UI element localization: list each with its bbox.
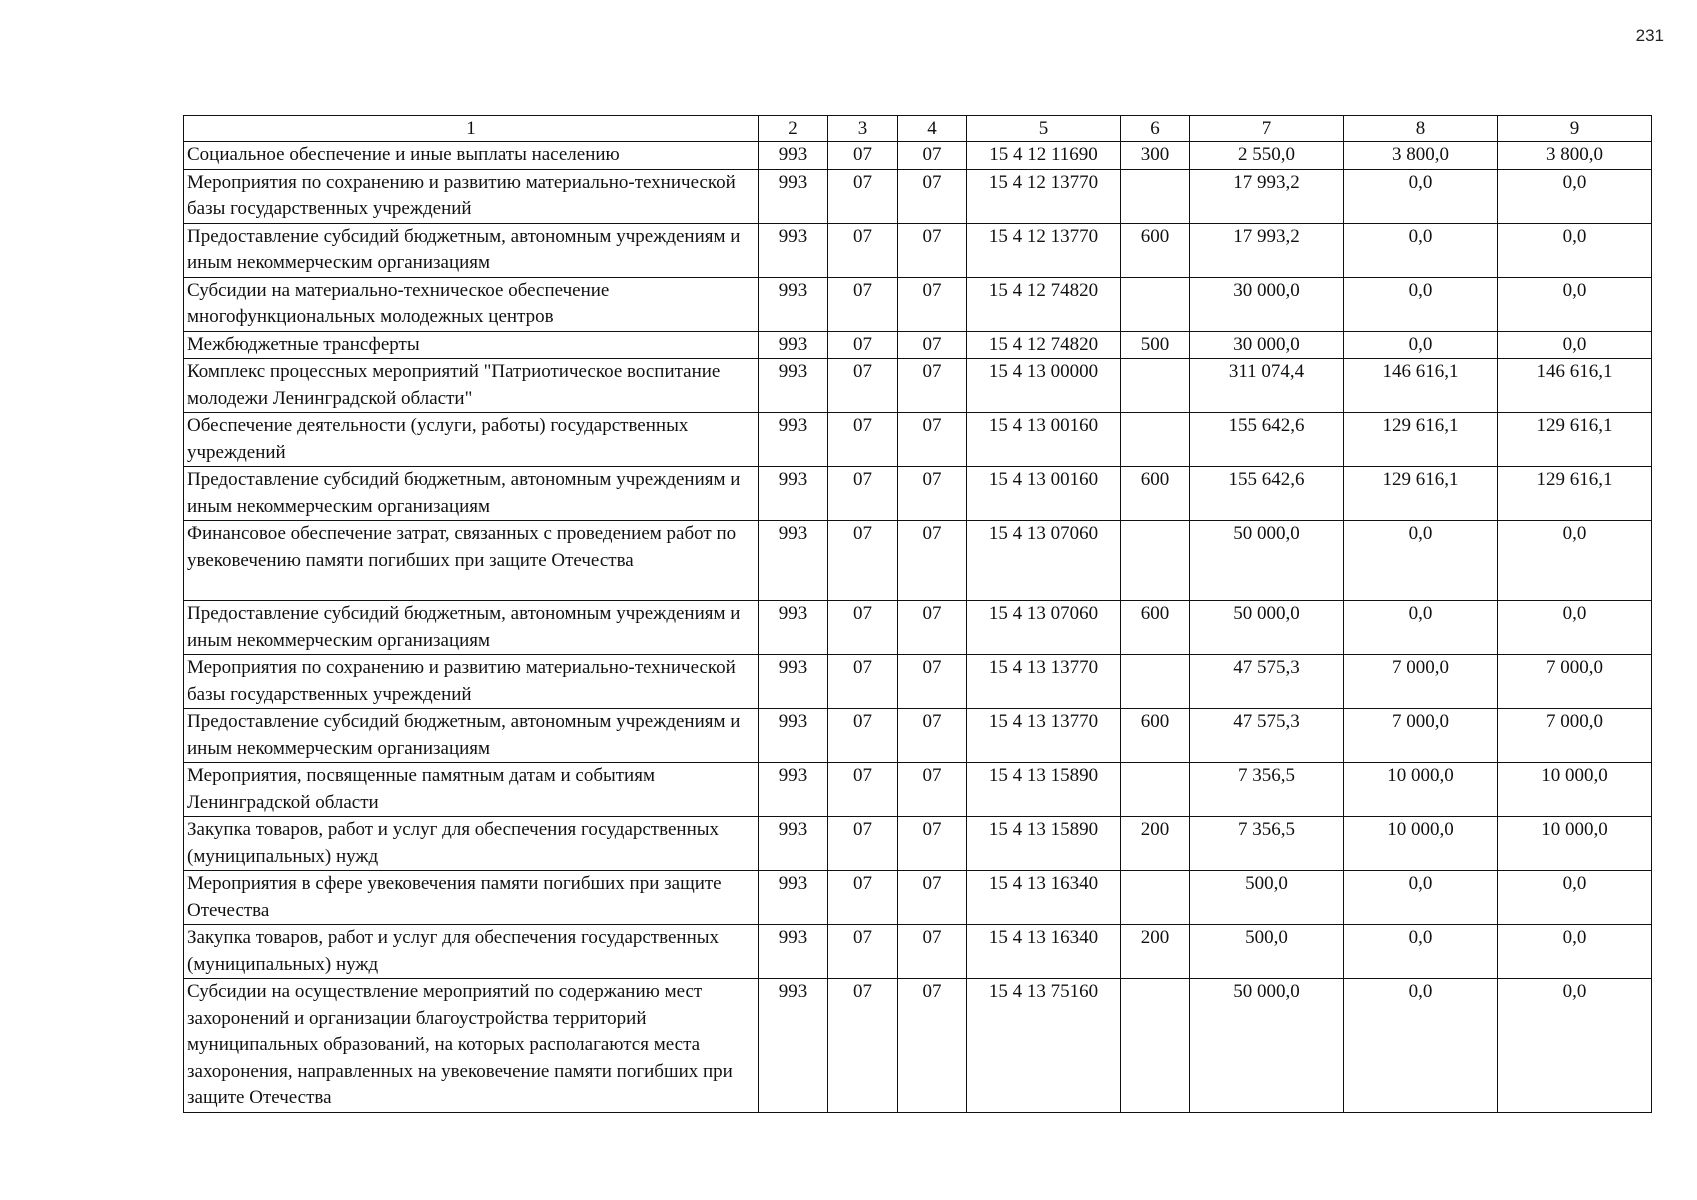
cell-ministry-code: 993 — [759, 871, 828, 925]
cell-target-article: 15 4 12 74820 — [967, 331, 1121, 359]
cell-description: Социальное обеспечение и иные выплаты населению — [184, 142, 759, 170]
cell-description: Субсидии на осуществление мероприятий по содержанию мест захоронений и организации благоустройства территорий муниципальных образований, на которых располагаются места захоронения, направленных на увековечение памяти погибших при защите Отечества — [184, 979, 759, 1113]
cell-amount-year-1: 50 000,0 — [1190, 601, 1344, 655]
cell-amount-year-3: 129 616,1 — [1498, 413, 1652, 467]
cell-section: 07 — [828, 331, 898, 359]
table-row — [184, 331, 1652, 359]
cell-amount-year-3: 0,0 — [1498, 871, 1652, 925]
cell-expense-type: 600 — [1121, 223, 1190, 277]
cell-ministry-code: 993 — [759, 763, 828, 817]
cell-description: Мероприятия по сохранению и развитию материально-технической базы государственных учреждений — [184, 169, 759, 223]
table-row — [184, 655, 1652, 709]
cell-target-article: 15 4 12 13770 — [967, 223, 1121, 277]
cell-amount-year-2: 0,0 — [1344, 169, 1498, 223]
cell-description: Мероприятия, посвященные памятным датам и событиям Ленинградской области — [184, 763, 759, 817]
column-header: 7 — [1190, 116, 1344, 142]
cell-ministry-code: 993 — [759, 709, 828, 763]
cell-subsection: 07 — [898, 709, 967, 763]
column-header: 3 — [828, 116, 898, 142]
cell-description: Субсидии на материально-техническое обеспечение многофункциональных молодежных центров — [184, 277, 759, 331]
table-row — [184, 467, 1652, 521]
cell-expense-type — [1121, 655, 1190, 709]
cell-amount-year-2: 129 616,1 — [1344, 467, 1498, 521]
cell-ministry-code: 993 — [759, 142, 828, 170]
cell-expense-type — [1121, 763, 1190, 817]
cell-description: Закупка товаров, работ и услуг для обеспечения государственных (муниципальных) нужд — [184, 817, 759, 871]
cell-amount-year-3: 0,0 — [1498, 223, 1652, 277]
cell-expense-type — [1121, 277, 1190, 331]
cell-amount-year-1: 50 000,0 — [1190, 979, 1344, 1113]
table-header-row — [184, 116, 1652, 142]
cell-target-article: 15 4 12 74820 — [967, 277, 1121, 331]
cell-subsection: 07 — [898, 277, 967, 331]
cell-section: 07 — [828, 979, 898, 1113]
cell-section: 07 — [828, 817, 898, 871]
table-row — [184, 413, 1652, 467]
cell-amount-year-1: 30 000,0 — [1190, 331, 1344, 359]
cell-amount-year-3: 0,0 — [1498, 169, 1652, 223]
cell-amount-year-2: 146 616,1 — [1344, 359, 1498, 413]
budget-table — [183, 115, 1652, 1113]
cell-target-article: 15 4 13 15890 — [967, 817, 1121, 871]
cell-amount-year-3: 3 800,0 — [1498, 142, 1652, 170]
cell-expense-type: 300 — [1121, 142, 1190, 170]
cell-expense-type: 600 — [1121, 467, 1190, 521]
cell-target-article: 15 4 13 00000 — [967, 359, 1121, 413]
cell-ministry-code: 993 — [759, 601, 828, 655]
table-row — [184, 277, 1652, 331]
table-row — [184, 223, 1652, 277]
cell-section: 07 — [828, 763, 898, 817]
cell-ministry-code: 993 — [759, 925, 828, 979]
cell-amount-year-2: 0,0 — [1344, 979, 1498, 1113]
cell-amount-year-1: 30 000,0 — [1190, 277, 1344, 331]
cell-expense-type: 500 — [1121, 331, 1190, 359]
table-row — [184, 979, 1652, 1113]
cell-subsection: 07 — [898, 413, 967, 467]
cell-expense-type — [1121, 979, 1190, 1113]
cell-amount-year-1: 7 356,5 — [1190, 817, 1344, 871]
cell-ministry-code: 993 — [759, 223, 828, 277]
cell-target-article: 15 4 13 13770 — [967, 655, 1121, 709]
cell-amount-year-3: 129 616,1 — [1498, 467, 1652, 521]
cell-target-article: 15 4 13 16340 — [967, 925, 1121, 979]
cell-subsection: 07 — [898, 223, 967, 277]
cell-section: 07 — [828, 871, 898, 925]
cell-subsection: 07 — [898, 169, 967, 223]
cell-ministry-code: 993 — [759, 277, 828, 331]
cell-expense-type: 600 — [1121, 601, 1190, 655]
cell-description: Обеспечение деятельности (услуги, работы) государственных учреждений — [184, 413, 759, 467]
cell-target-article: 15 4 13 00160 — [967, 413, 1121, 467]
cell-expense-type — [1121, 871, 1190, 925]
cell-amount-year-3: 0,0 — [1498, 331, 1652, 359]
cell-subsection: 07 — [898, 467, 967, 521]
cell-section: 07 — [828, 142, 898, 170]
cell-description: Предоставление субсидий бюджетным, автономным учреждениям и иным некоммерческим организациям — [184, 467, 759, 521]
cell-target-article: 15 4 13 13770 — [967, 709, 1121, 763]
cell-amount-year-1: 7 356,5 — [1190, 763, 1344, 817]
cell-amount-year-2: 0,0 — [1344, 925, 1498, 979]
cell-subsection: 07 — [898, 655, 967, 709]
column-header: 8 — [1344, 116, 1498, 142]
cell-amount-year-1: 311 074,4 — [1190, 359, 1344, 413]
cell-amount-year-2: 0,0 — [1344, 331, 1498, 359]
cell-ministry-code: 993 — [759, 979, 828, 1113]
cell-description: Финансовое обеспечение затрат, связанных с проведением работ по увековечению памяти погибших при защите Отечества — [184, 521, 759, 601]
cell-section: 07 — [828, 925, 898, 979]
cell-target-article: 15 4 13 07060 — [967, 601, 1121, 655]
table-row — [184, 763, 1652, 817]
cell-description: Предоставление субсидий бюджетным, автономным учреждениям и иным некоммерческим организациям — [184, 709, 759, 763]
cell-amount-year-2: 10 000,0 — [1344, 817, 1498, 871]
table-row — [184, 142, 1652, 170]
cell-section: 07 — [828, 467, 898, 521]
cell-amount-year-3: 0,0 — [1498, 601, 1652, 655]
column-header: 9 — [1498, 116, 1652, 142]
column-header: 5 — [967, 116, 1121, 142]
cell-ministry-code: 993 — [759, 467, 828, 521]
cell-amount-year-3: 10 000,0 — [1498, 817, 1652, 871]
cell-amount-year-2: 7 000,0 — [1344, 655, 1498, 709]
cell-amount-year-1: 155 642,6 — [1190, 413, 1344, 467]
column-header: 1 — [184, 116, 759, 142]
cell-description: Предоставление субсидий бюджетным, автономным учреждениям и иным некоммерческим организациям — [184, 223, 759, 277]
cell-expense-type: 600 — [1121, 709, 1190, 763]
table-row — [184, 709, 1652, 763]
cell-description: Комплекс процессных мероприятий "Патриотическое воспитание молодежи Ленинградской области" — [184, 359, 759, 413]
table-row — [184, 359, 1652, 413]
cell-amount-year-3: 0,0 — [1498, 521, 1652, 601]
cell-description: Предоставление субсидий бюджетным, автономным учреждениям и иным некоммерческим организациям — [184, 601, 759, 655]
cell-description: Закупка товаров, работ и услуг для обеспечения государственных (муниципальных) нужд — [184, 925, 759, 979]
column-header: 6 — [1121, 116, 1190, 142]
cell-target-article: 15 4 13 00160 — [967, 467, 1121, 521]
table-row — [184, 871, 1652, 925]
cell-amount-year-3: 0,0 — [1498, 979, 1652, 1113]
cell-amount-year-2: 7 000,0 — [1344, 709, 1498, 763]
cell-subsection: 07 — [898, 142, 967, 170]
cell-amount-year-3: 10 000,0 — [1498, 763, 1652, 817]
cell-expense-type — [1121, 413, 1190, 467]
cell-target-article: 15 4 13 75160 — [967, 979, 1121, 1113]
table-row — [184, 925, 1652, 979]
cell-amount-year-2: 0,0 — [1344, 277, 1498, 331]
cell-subsection: 07 — [898, 817, 967, 871]
cell-ministry-code: 993 — [759, 169, 828, 223]
cell-amount-year-1: 50 000,0 — [1190, 521, 1344, 601]
cell-amount-year-1: 500,0 — [1190, 925, 1344, 979]
cell-amount-year-1: 47 575,3 — [1190, 709, 1344, 763]
cell-ministry-code: 993 — [759, 331, 828, 359]
cell-section: 07 — [828, 601, 898, 655]
cell-description: Мероприятия в сфере увековечения памяти погибших при защите Отечества — [184, 871, 759, 925]
cell-ministry-code: 993 — [759, 817, 828, 871]
cell-amount-year-1: 2 550,0 — [1190, 142, 1344, 170]
cell-section: 07 — [828, 413, 898, 467]
cell-section: 07 — [828, 655, 898, 709]
table-row — [184, 169, 1652, 223]
cell-amount-year-1: 17 993,2 — [1190, 169, 1344, 223]
table-row — [184, 817, 1652, 871]
column-header: 4 — [898, 116, 967, 142]
column-header: 2 — [759, 116, 828, 142]
cell-subsection: 07 — [898, 763, 967, 817]
cell-amount-year-2: 129 616,1 — [1344, 413, 1498, 467]
table-row — [184, 601, 1652, 655]
cell-amount-year-3: 7 000,0 — [1498, 655, 1652, 709]
cell-target-article: 15 4 12 13770 — [967, 169, 1121, 223]
table-row — [184, 521, 1652, 601]
cell-amount-year-3: 0,0 — [1498, 277, 1652, 331]
cell-ministry-code: 993 — [759, 521, 828, 601]
cell-section: 07 — [828, 709, 898, 763]
cell-amount-year-2: 0,0 — [1344, 871, 1498, 925]
cell-expense-type — [1121, 521, 1190, 601]
cell-target-article: 15 4 13 07060 — [967, 521, 1121, 601]
cell-ministry-code: 993 — [759, 655, 828, 709]
cell-subsection: 07 — [898, 601, 967, 655]
cell-subsection: 07 — [898, 359, 967, 413]
cell-subsection: 07 — [898, 925, 967, 979]
cell-target-article: 15 4 13 15890 — [967, 763, 1121, 817]
cell-expense-type: 200 — [1121, 925, 1190, 979]
cell-amount-year-1: 17 993,2 — [1190, 223, 1344, 277]
cell-ministry-code: 993 — [759, 413, 828, 467]
cell-subsection: 07 — [898, 331, 967, 359]
cell-description: Межбюджетные трансферты — [184, 331, 759, 359]
cell-description: Мероприятия по сохранению и развитию материально-технической базы государственных учреждений — [184, 655, 759, 709]
cell-ministry-code: 993 — [759, 359, 828, 413]
cell-section: 07 — [828, 359, 898, 413]
cell-section: 07 — [828, 223, 898, 277]
cell-amount-year-1: 500,0 — [1190, 871, 1344, 925]
cell-amount-year-3: 7 000,0 — [1498, 709, 1652, 763]
cell-amount-year-2: 0,0 — [1344, 521, 1498, 601]
cell-amount-year-3: 146 616,1 — [1498, 359, 1652, 413]
cell-expense-type: 200 — [1121, 817, 1190, 871]
cell-amount-year-2: 10 000,0 — [1344, 763, 1498, 817]
cell-expense-type — [1121, 169, 1190, 223]
cell-subsection: 07 — [898, 521, 967, 601]
cell-target-article: 15 4 13 16340 — [967, 871, 1121, 925]
cell-amount-year-3: 0,0 — [1498, 925, 1652, 979]
cell-subsection: 07 — [898, 979, 967, 1113]
cell-section: 07 — [828, 521, 898, 601]
cell-amount-year-2: 3 800,0 — [1344, 142, 1498, 170]
cell-target-article: 15 4 12 11690 — [967, 142, 1121, 170]
cell-amount-year-1: 155 642,6 — [1190, 467, 1344, 521]
page-number: 231 — [1635, 26, 1664, 45]
cell-amount-year-2: 0,0 — [1344, 601, 1498, 655]
cell-section: 07 — [828, 277, 898, 331]
cell-amount-year-2: 0,0 — [1344, 223, 1498, 277]
cell-amount-year-1: 47 575,3 — [1190, 655, 1344, 709]
cell-section: 07 — [828, 169, 898, 223]
cell-expense-type — [1121, 359, 1190, 413]
cell-subsection: 07 — [898, 871, 967, 925]
